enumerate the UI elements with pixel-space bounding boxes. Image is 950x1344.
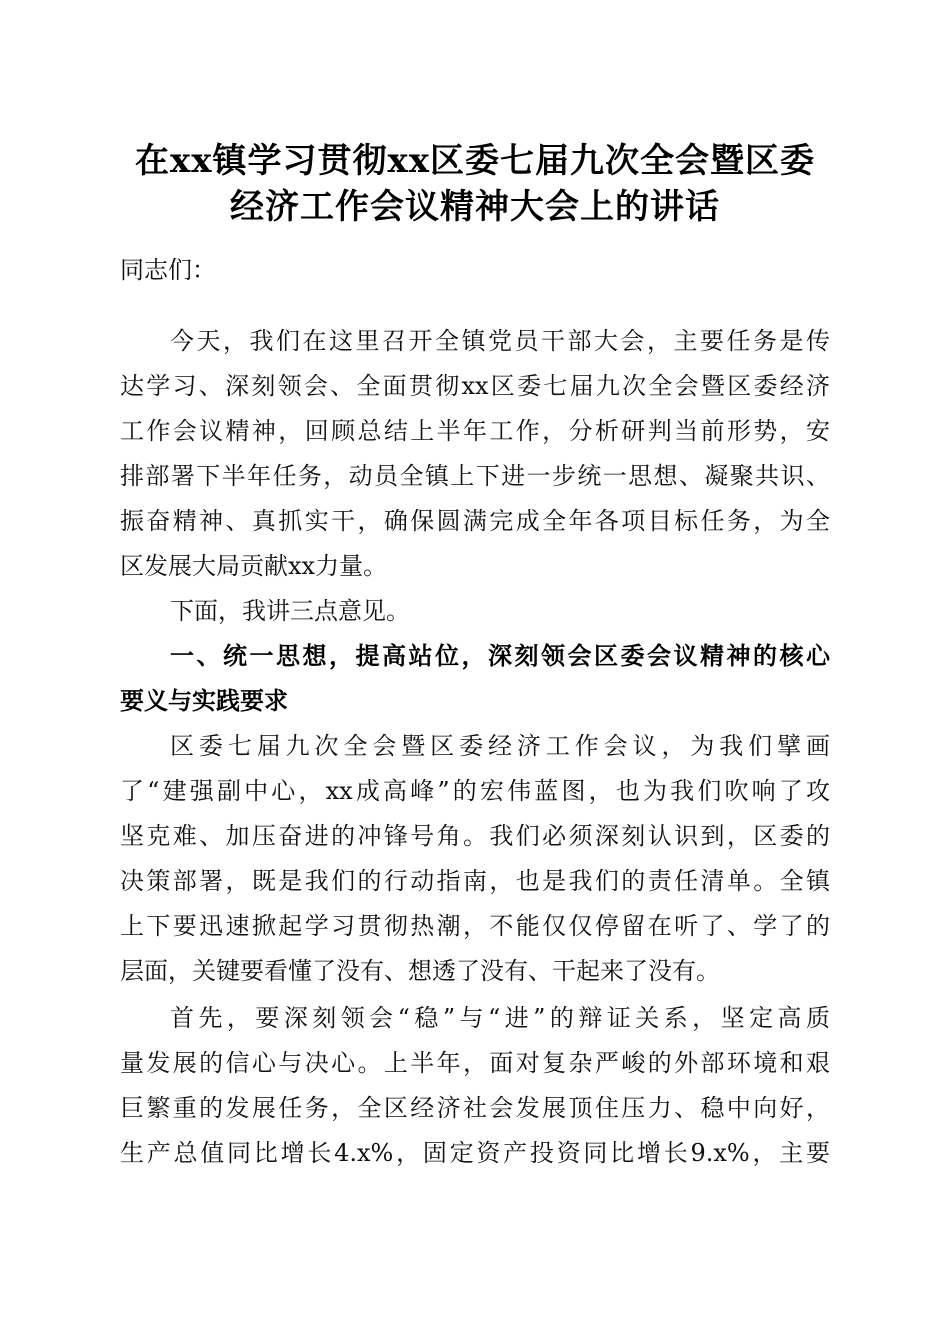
paragraph-4-line-4: 生产总值同比增长4.x%，固定资产投资同比增长9.x%，主要	[120, 1139, 830, 1167]
paragraph-1-line-2: 达学习、深刻领会、全面贯彻xx区委七届九次全会暨区委经济	[120, 372, 830, 400]
paragraph-4-line-3: 巨繁重的发展任务，全区经济社会发展顶住压力、稳中向好，	[120, 1094, 830, 1122]
paragraph-3-line-1: 区委七届九次全会暨区委经济工作会议，为我们擘画	[170, 732, 830, 760]
paragraph-4-line-1: 首先，要深刻领会“稳”与“进”的辩证关系，坚定高质	[170, 1004, 830, 1032]
paragraph-3-line-2: 了“建强副中心，xx成高峰”的宏伟蓝图，也为我们吹响了攻	[120, 777, 830, 805]
paragraph-1-line-4: 排部署下半年任务，动员全镇上下进一步统一思想、凝聚共识、	[120, 462, 830, 490]
section-heading-1-line-2: 要义与实践要求	[120, 687, 288, 715]
paragraph-1-line-6: 区发展大局贡献xx力量。	[120, 552, 388, 580]
paragraph-4-line-2: 量发展的信心与决心。上半年，面对复杂严峻的外部环境和艰	[120, 1049, 830, 1077]
paragraph-3-line-3: 坚克难、加压奋进的冲锋号角。我们必须深刻认识到，区委的	[120, 822, 830, 850]
salutation: 同志们：	[120, 256, 216, 284]
paragraph-3-line-4: 决策部署，既是我们的行动指南，也是我们的责任清单。全镇	[120, 867, 830, 895]
paragraph-2: 下面，我讲三点意见。	[170, 597, 410, 625]
paragraph-3-line-6: 层面，关键要看懂了没有、想透了没有、干起来了没有。	[120, 957, 720, 985]
paragraph-1-line-3: 工作会议精神，回顾总结上半年工作，分析研判当前形势，安	[120, 417, 830, 445]
paragraph-3-line-5: 上下要迅速掀起学习贯彻热潮，不能仅仅停留在听了、学了的	[120, 912, 830, 940]
section-heading-1-line-1: 一、统一思想，提高站位，深刻领会区委会议精神的核心	[170, 642, 830, 670]
document-title-line-2: 经济工作会议精神大会上的讲话	[230, 187, 720, 227]
document-title-line-1: 在xx镇学习贯彻xx区委七届九次全会暨区委	[134, 141, 816, 181]
paragraph-1-line-1: 今天，我们在这里召开全镇党员干部大会，主要任务是传	[170, 327, 830, 355]
paragraph-1-line-5: 振奋精神、真抓实干，确保圆满完成全年各项目标任务，为全	[120, 507, 830, 535]
